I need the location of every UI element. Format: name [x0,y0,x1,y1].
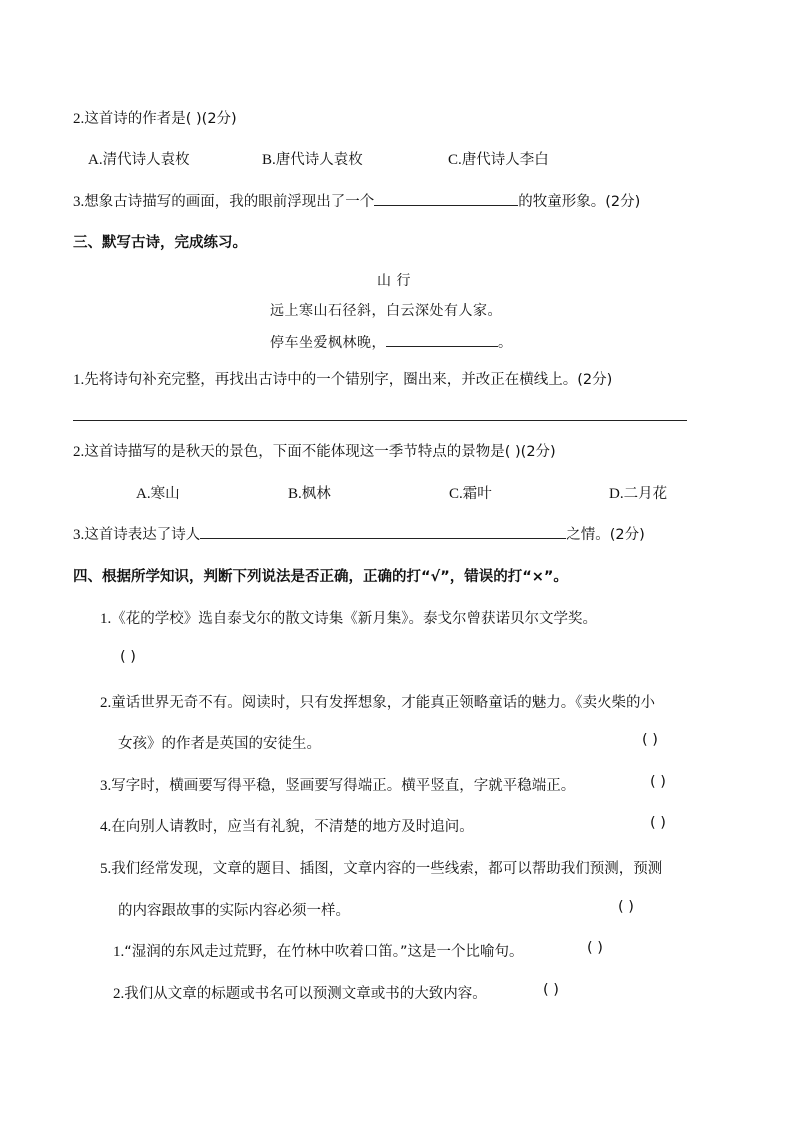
answer-parens[interactable]: ( ) [587,940,603,956]
answer-parens[interactable]: ( ) [543,982,559,998]
option-text: 寒山 [150,486,180,502]
item-number: 1. [113,944,125,960]
option-letter: B. [262,152,276,168]
question-number: 3. [73,527,85,543]
answer-parens[interactable]: ( ) [650,774,666,790]
question-text: 先将诗句补充完整，再找出古诗中的一个错别字，圈出来，并改正在横线上。(2分) [84,372,613,388]
option-text: 二月花 [623,486,668,502]
part3-question-3 [73,523,645,544]
option-text: 唐代诗人李白 [461,152,549,168]
judge-item-1 [100,607,597,628]
option-b [288,482,331,503]
section-4-heading: 四、根据所学知识，判断下列说法是否正确，正确的打“√”，错误的打“×”。 [73,569,568,585]
answer-line[interactable] [73,420,687,421]
option-b [262,148,363,169]
item-text: 写字时，横画要写得平稳，竖画要写得端正。横平竖直，字就平稳端正。 [111,778,576,794]
question-text: 这首诗描写的是秋天的景色，下面不能体现这一季节特点的景物是( )(2分) [84,444,556,460]
item-text: 《花的学校》选自泰戈尔的散文诗集《新月集》。泰戈尔曾获诺贝尔文学奖。 [111,611,597,627]
option-letter: B. [288,486,302,502]
part3-question-1 [73,368,612,389]
item-number: 1. [100,611,112,627]
option-letter: C. [449,486,463,502]
question-number: 2. [73,444,85,460]
item-number: 4. [100,819,112,835]
answer-blank[interactable] [200,523,566,539]
question-number: 1. [73,372,85,388]
option-d [609,482,667,503]
question-text: 这首诗的作者是( )(2分) [84,111,237,127]
judge-item-5-line2: 的内容跟故事的实际内容必须一样。 [118,903,350,919]
option-letter: A. [88,152,103,168]
judge-item-2 [100,691,655,712]
answer-parens[interactable]: ( ) [642,732,658,748]
option-text: 枫林 [301,486,331,502]
option-text: 霜叶 [462,486,492,502]
question-3-imagine [73,190,640,211]
judge-item-6 [113,940,524,961]
option-text: 唐代诗人袁枚 [275,152,363,168]
section-3-heading: 三、默写古诗，完成练习。 [73,235,247,251]
option-a [88,148,190,169]
answer-blank[interactable] [374,190,518,206]
option-letter: D. [609,486,624,502]
judge-item-3 [100,774,575,795]
item-text: 童话世界无奇不有。阅读时，只有发挥想象，才能真正领略童话的魅力。《卖火柴的小 [111,695,655,711]
question-text: 想象古诗描写的画面，我的眼前浮现出了一个 [84,194,375,210]
poem-line-2-end: 。 [498,335,513,351]
option-a [136,482,180,503]
option-text: 清代诗人袁枚 [102,152,190,168]
item-number: 2. [113,986,125,1002]
item-number: 5. [100,861,112,877]
option-letter: A. [136,486,151,502]
question-number: 2. [73,111,85,127]
question-text-end: 之情。(2分) [566,527,645,543]
question-2-author [73,107,237,128]
answer-parens[interactable]: ( ) [618,899,634,915]
judge-item-2-line2: 女孩》的作者是英国的安徒生。 [118,736,321,752]
poem-line-2-text: 停车坐爱枫林晚， [270,335,386,351]
judge-item-7 [113,982,487,1003]
poem-line-2 [270,331,513,352]
poem-line-1: 远上寒山石径斜，白云深处有人家。 [270,303,502,319]
question-text: 这首诗表达了诗人 [84,527,201,543]
option-c [449,482,492,503]
item-number: 3. [100,778,112,794]
question-number: 3. [73,194,85,210]
option-c [448,148,549,169]
part3-question-2 [73,440,556,461]
item-text: “湿润的东风走过荒野，在竹林中吹着口笛。”这是一个比喻句。 [124,944,524,960]
answer-parens[interactable]: ( ) [120,649,136,665]
item-number: 2. [100,695,112,711]
judge-item-5 [100,857,662,878]
item-text: 我们经常发现，文章的题目、插图，文章内容的一些线索，都可以帮助我们预测，预测 [111,861,663,877]
option-letter: C. [448,152,462,168]
question-text-end: 的牧童形象。(2分) [518,194,641,210]
answer-parens[interactable]: ( ) [650,815,666,831]
poem-blank[interactable] [386,331,498,347]
item-text: 在向别人请教时，应当有礼貌，不清楚的地方及时追问。 [111,819,474,835]
item-text: 我们从文章的标题或书名可以预测文章或书的大致内容。 [124,986,487,1002]
poem-title: 山 行 [377,273,411,289]
judge-item-4 [100,815,474,836]
